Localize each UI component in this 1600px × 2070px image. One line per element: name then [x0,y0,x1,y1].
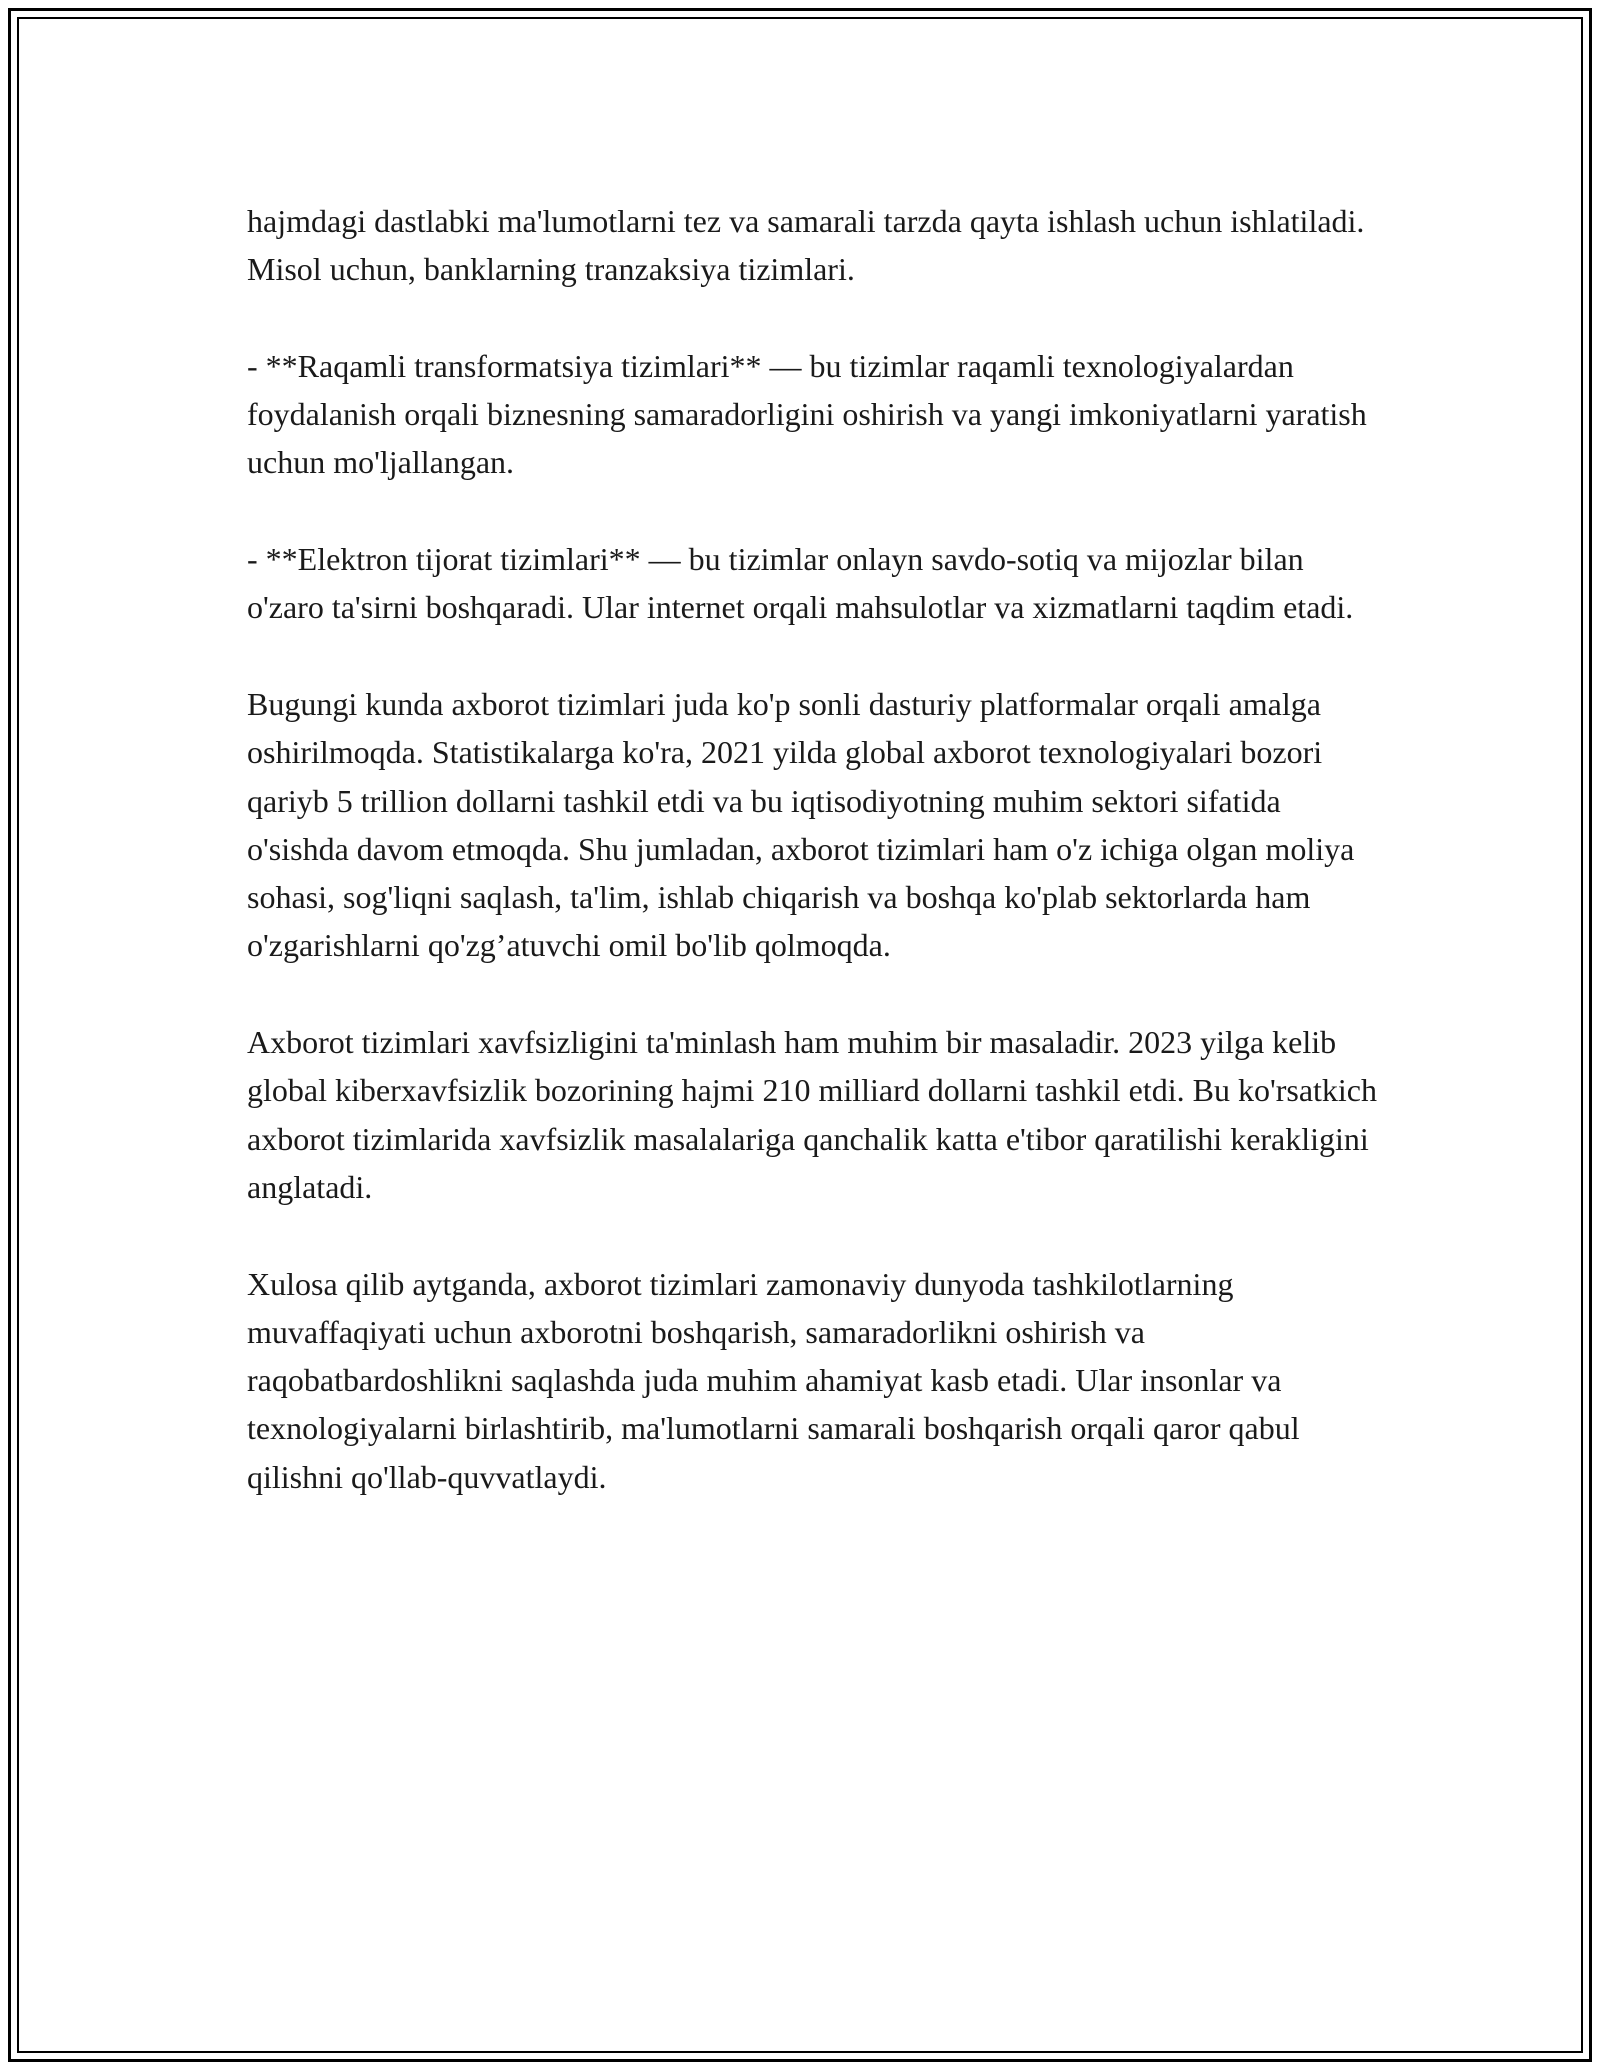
paragraph-digital-transformation: - **Raqamli transformatsiya tizimlari** — bu tizimlar raqamli texnologiyalardan foydalanish orqali biznesning samaradorligini oshirish va yangi imkoniyatlarni yaratish uchun mo'ljallangan. [247,347,1367,481]
paragraph-intro-continuation: hajmdagi dastlabki ma'lumotlarni tez va samarali tarzda qayta ishlash uchun ishlatiladi. Misol uchun, banklarning tranzaksiya tizimlari. [247,203,1365,288]
paragraph-conclusion: Xulosa qilib aytganda, axborot tizimlari zamonaviy dunyoda tashkilotlarning muvaffaqiyati uchun axborotni boshqarish, samaradorlikni oshirish va raqobatbardoshlikni saqlashda juda muhim ahamiyat kasb etadi. Ular insonlar va texnologiyalarni birlashtirib, ma'lumotlarni samarali boshqarish orqali qaror qabul qilishni qo'llab-quvvatlaydi. [247,1265,1300,1495]
paragraph-platforms-statistics: Bugungi kunda axborot tizimlari juda ko'p sonli dasturiy platformalar orqali amalga oshirilmoqda. Statistikalarga ko'ra, 2021 yilda global axborot texnologiyalari bozori qariyb 5 trillion dollarni tashkil etdi va bu iqtisodiyotning muhim sektori sifatida o'sishda davom etmoqda. Shu jumladan, axborot tizimlari ham o'z ichiga olgan moliya sohasi, sog'liqni saqlash, ta'lim, ishlab chiqarish va boshqa ko'plab sektorlarda ham o'zgarishlarni qo'zg’atuvchi omil bo'lib qolmoqda. [247,685,1355,964]
document-page [8,8,1592,2062]
document-body [247,197,1387,1501]
paragraph-security: Axborot tizimlari xavfsizligini ta'minlash ham muhim bir masaladir. 2023 yilga kelib global kiberxavfsizlik bozorining hajmi 210 milliard dollarni tashkil etdi. Bu ko'rsatkich axborot tizimlarida xavfsizlik masalalariga qanchalik katta e'tibor qaratilishi kerakligini anglatadi. [247,1024,1377,1205]
paragraph-e-commerce: - **Elektron tijorat tizimlari** — bu tizimlar onlayn savdo-sotiq va mijozlar bilan o'zaro ta'sirni boshqaradi. Ular internet orqali mahsulotlar va xizmatlarni taqdim etadi. [247,541,1354,626]
